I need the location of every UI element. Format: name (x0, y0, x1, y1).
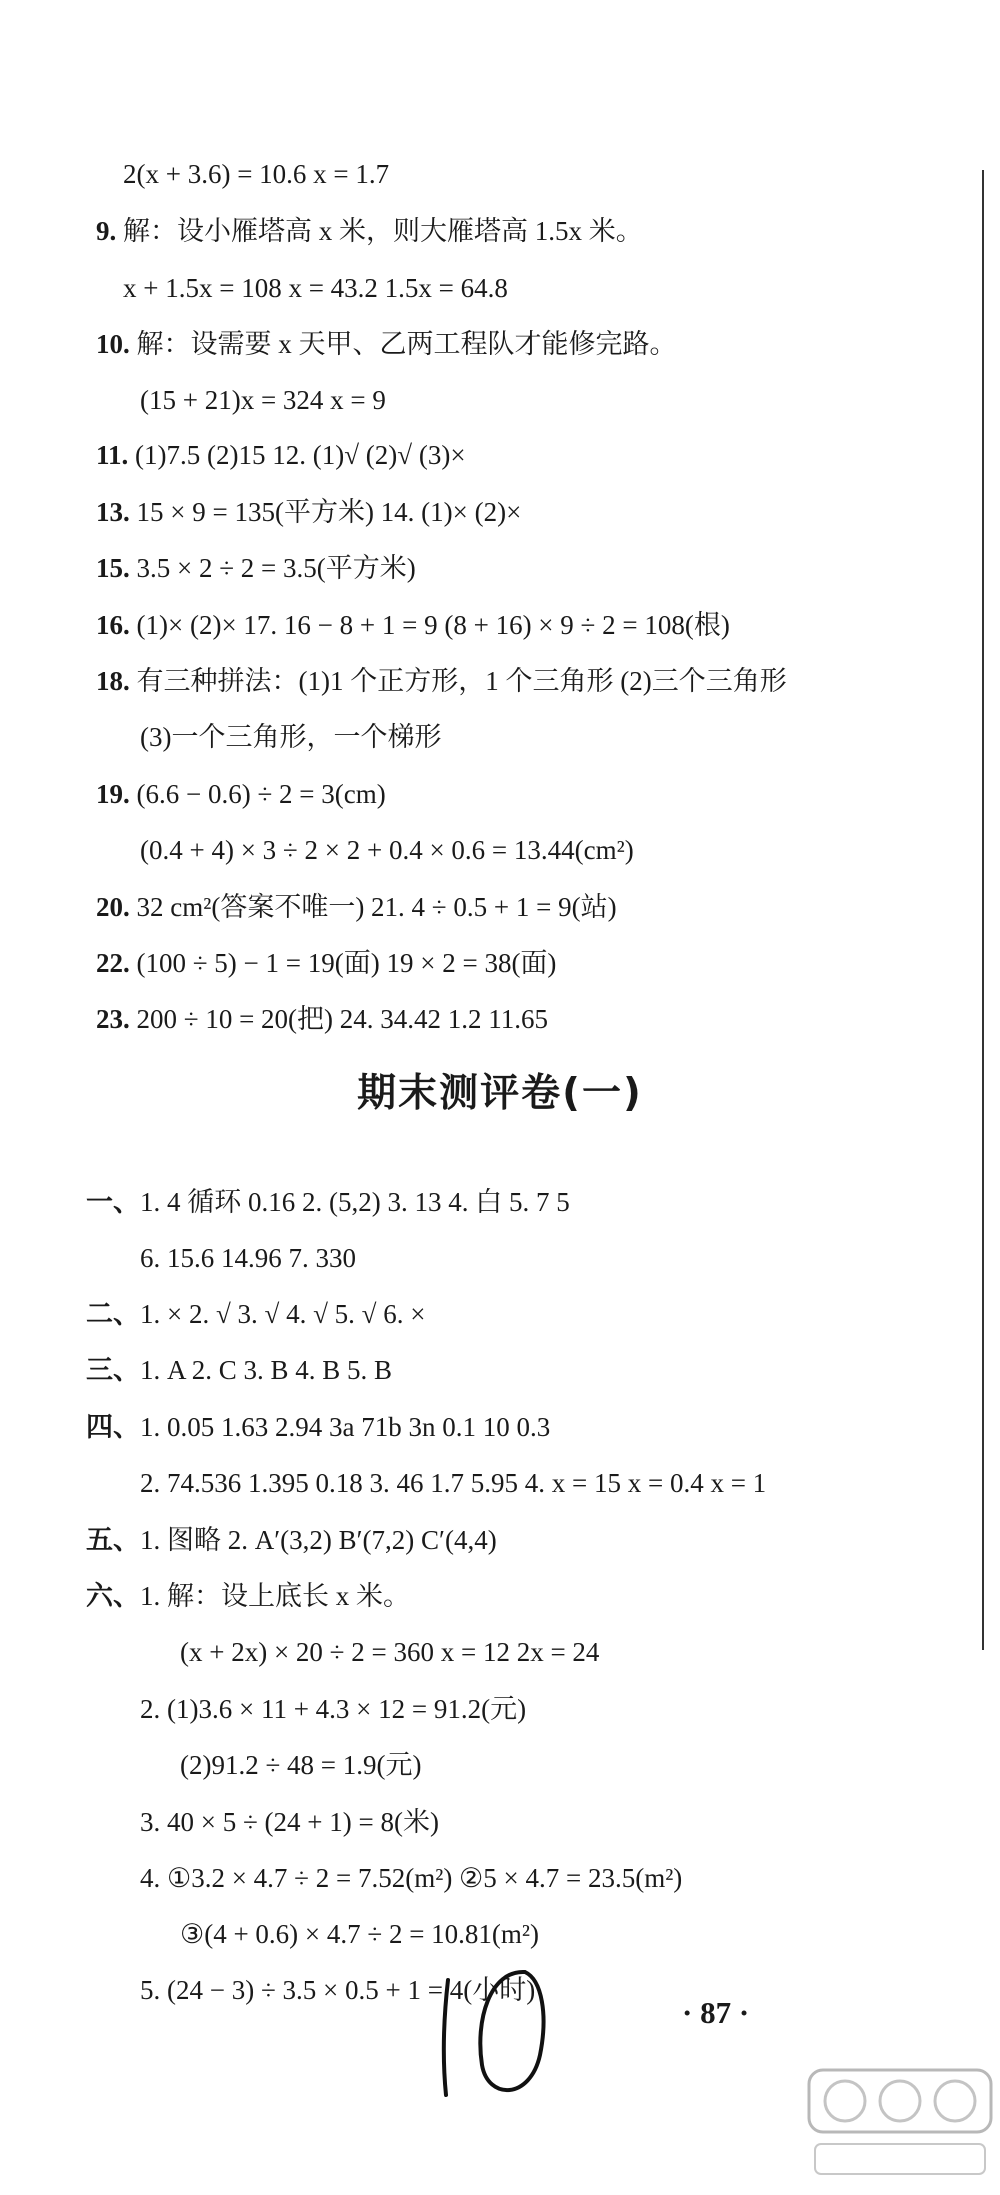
answer-line: (15 + 21)x = 324 x = 9 (140, 385, 386, 415)
answer-line: 四、1. 0.05 1.63 2.94 3a 71b 3n 0.1 10 0.3 (86, 1412, 551, 1442)
answer-line: 15. 3.5 × 2 ÷ 2 = 3.5(平方米) (96, 553, 416, 583)
answer-line: 22. (100 ÷ 5) − 1 = 19(面) 19 × 2 = 38(面) (96, 948, 557, 978)
section-title: 期末测评卷(一) (357, 1071, 643, 1116)
answer-line: x + 1.5x = 108 x = 43.2 1.5x = 64.8 (123, 273, 508, 303)
answer-line: 2. (1)3.6 × 11 + 4.3 × 12 = 91.2(元) (140, 1694, 527, 1724)
answer-line: 18. 有三种拼法：(1)1 个正方形，1 个三角形 (2)三个三角形 (96, 666, 787, 696)
right-margin-rule (982, 170, 984, 1650)
answer-line: 二、1. × 2. √ 3. √ 4. √ 5. √ 6. × (86, 1299, 426, 1329)
answer-line: 23. 200 ÷ 10 = 20(把) 24. 34.42 1.2 11.65 (96, 1004, 549, 1034)
answer-line: 三、1. A 2. C 3. B 4. B 5. B (86, 1355, 393, 1385)
answer-line: 11. (1)7.5 (2)15 12. (1)√ (2)√ (3)× (96, 440, 466, 470)
answer-line: 20. 32 cm²(答案不唯一) 21. 4 ÷ 0.5 + 1 = 9(站) (96, 892, 617, 922)
answer-line: 2(x + 3.6) = 10.6 x = 1.7 (123, 159, 390, 189)
answer-line: 4. ①3.2 × 4.7 ÷ 2 = 7.52(m²) ②5 × 4.7 = 23.5(m²) (140, 1863, 683, 1893)
answer-line: 13. 15 × 9 = 135(平方米) 14. (1)× (2)× (96, 497, 522, 527)
answer-line: 五、1. 图略 2. A′(3,2) B′(7,2) C′(4,4) (86, 1525, 497, 1555)
answer-line: (x + 2x) × 20 ÷ 2 = 360 x = 12 2x = 24 (180, 1637, 600, 1667)
answer-line: ③(4 + 0.6) × 4.7 ÷ 2 = 10.81(m²) (180, 1919, 540, 1949)
watermark-logo (805, 2060, 995, 2190)
handwritten-mark (430, 1960, 560, 2110)
answer-line: 6. 15.6 14.96 7. 330 (140, 1243, 356, 1273)
answer-line: 19. (6.6 − 0.6) ÷ 2 = 3(cm) (96, 779, 386, 809)
answer-line: (2)91.2 ÷ 48 = 1.9(元) (180, 1750, 422, 1780)
answer-line: 5. (24 − 3) ÷ 3.5 × 0.5 + 1 = 4(小时) (140, 1975, 536, 2005)
answer-line: 六、1. 解：设上底长 x 米。 (86, 1581, 410, 1611)
answer-line: 3. 40 × 5 ÷ (24 + 1) = 8(米) (140, 1807, 439, 1837)
answer-line: (0.4 + 4) × 3 ÷ 2 × 2 + 0.4 × 0.6 = 13.44(cm²) (140, 835, 634, 865)
answer-line: 9. 解：设小雁塔高 x 米，则大雁塔高 1.5x 米。 (96, 216, 643, 246)
answer-line: 16. (1)× (2)× 17. 16 − 8 + 1 = 9 (8 + 16) × 9 ÷ 2 = 108(根) (96, 610, 730, 640)
answer-line: 10. 解：设需要 x 天甲、乙两工程队才能修完路。 (96, 329, 677, 359)
page-number: · 87 · (682, 1995, 750, 2030)
answer-line: 一、1. 4 循环 0.16 2. (5,2) 3. 13 4. 白 5. 7 5 (86, 1187, 570, 1217)
answer-line: 2. 74.536 1.395 0.18 3. 46 1.7 5.95 4. x = 15 x = 0.4 x = 1 (140, 1468, 767, 1498)
answer-line: (3)一个三角形，一个梯形 (140, 722, 442, 752)
